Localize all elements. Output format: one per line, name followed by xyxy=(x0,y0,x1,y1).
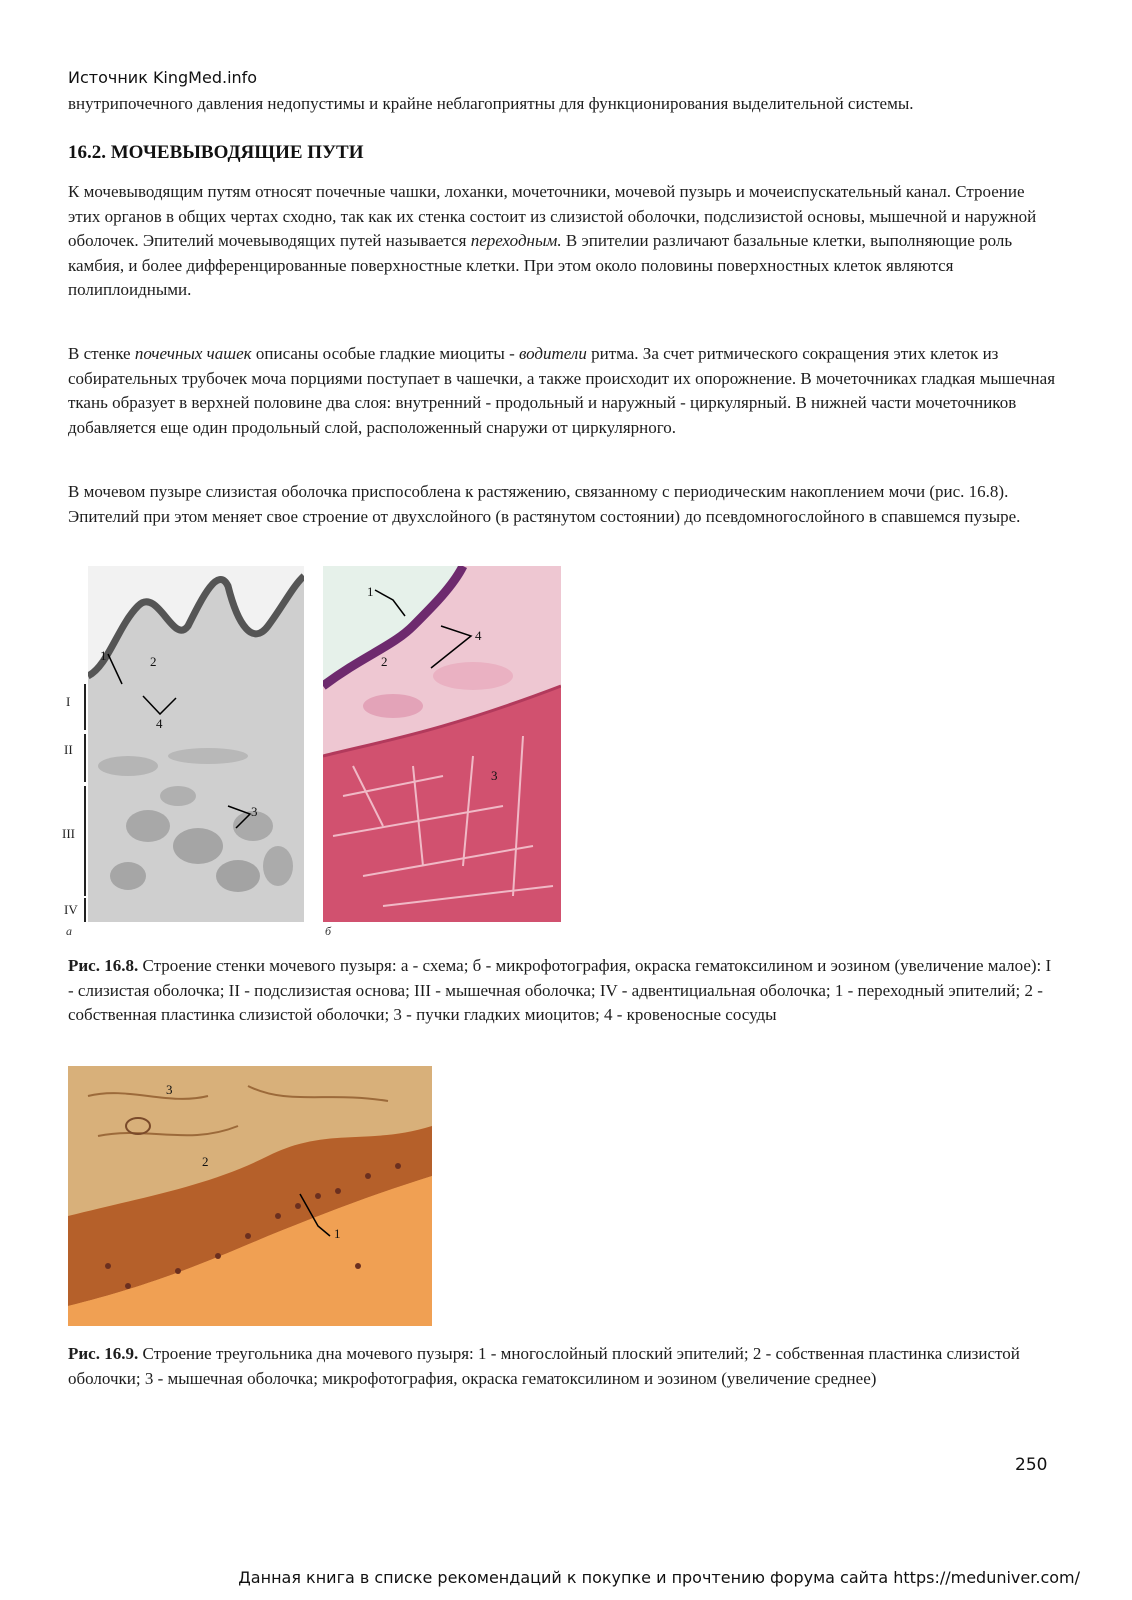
page-number: 250 xyxy=(1015,1455,1048,1475)
paragraph-2: В стенке почечных чашек описаны особые гладкие миоциты - водители ритма. За счет ритмического сокращения этих клеток из собирательных трубочек моча порциями поступает в чашечки, а также происходит их опорожнение. В мочеточниках гладкая мышечная ткань образует в верхней половине два слоя: внутренний - продольный и наружный - циркулярный. В нижней части мочеточников добавляется еще один продольный слой, расположенный снаружи от циркулярного. xyxy=(68,344,1056,437)
scheme-number-3: 3 xyxy=(251,804,258,819)
source-header: Источник KingMed.info xyxy=(68,68,258,87)
micro-number-1: 1 xyxy=(367,584,374,599)
sublabel-a: а xyxy=(66,924,72,938)
fig-16-9-number-2: 2 xyxy=(202,1154,209,1169)
caption-16-8-label: Рис. 16.8. xyxy=(68,956,139,975)
paragraph-1: К мочевыводящим путям относят почечные чашки, лоханки, мочеточники, мочевой пузырь и мочеиспускательный канал. Строение этих органов в общих чертах сходно, так как их стенка состоит из слизистой оболочки, подслизистой основы, мышечной и наружной оболочек. Эпителий мочевыводящих путей называется переходным. В эпителии различают базальные клетки, выполняющие роль камбия, и более дифференцированные поверхностные клетки. При этом около половины поверхностных клеток являются полиплоидными. xyxy=(68,182,1037,299)
fig-16-9-number-3: 3 xyxy=(166,1082,173,1097)
footer-note: Данная книга в списке рекомендаций к покупке и прочтению форума сайта https://meduniver.com/ xyxy=(238,1568,1080,1587)
caption-16-9: Рис. 16.9. Строение треугольника дна мочевого пузыря: 1 - многослойный плоский эпителий; 2 - собственная пластинка слизистой оболочки; 3 - мышечная оболочка; микрофотография, окраска гематоксилином и эозином (увеличение среднее) xyxy=(68,1344,1020,1388)
intro-text: внутрипочечного давления недопустимы и крайне неблагоприятны для функционирования выделительной системы. xyxy=(68,94,914,113)
caption-16-9-label: Рис. 16.9. xyxy=(68,1344,139,1363)
figure-16-8b-micrograph xyxy=(323,566,561,922)
term-pacemakers: водители xyxy=(519,344,587,363)
layer-label-IV: IV xyxy=(64,902,78,917)
scheme-number-1: 1 xyxy=(100,648,107,663)
fig-16-9-number-1: 1 xyxy=(334,1226,341,1241)
layer-label-I: I xyxy=(66,694,71,709)
micro-number-4: 4 xyxy=(475,628,482,643)
micro-number-3: 3 xyxy=(491,768,498,783)
paragraph-3: В мочевом пузыре слизистая оболочка приспособлена к растяжению, связанному с периодическим накоплением мочи (рис. 16.8). Эпителий при этом меняет свое строение от двухслойного (в растянутом состоянии) до псевдомногослойного в спавшемся пузыре. xyxy=(68,482,1021,526)
sublabel-b: б xyxy=(325,924,332,938)
scheme-number-2: 2 xyxy=(150,654,157,669)
layer-brackets xyxy=(84,684,90,922)
figure-16-8a-scheme xyxy=(88,566,304,922)
micro-number-2: 2 xyxy=(381,654,388,669)
section-title: 16.2. МОЧЕВЫВОДЯЩИЕ ПУТИ xyxy=(68,142,364,163)
layer-label-III: III xyxy=(62,826,75,841)
caption-16-8: Рис. 16.8. Строение стенки мочевого пузыря: а - схема; б - микрофотография, окраска гематоксилином и эозином (увеличение малое): I - слизистая оболочка; II - подслизистая основа; III - мышечная оболочка; IV - адвентициальная оболочка; 1 - переходный эпителий; 2 - собственная пластинка слизистой оболочки; 3 - пучки гладких миоцитов; 4 - кровеносные сосуды xyxy=(68,956,1052,1024)
term-calyces: почечных чашек xyxy=(134,344,252,363)
layer-label-II: II xyxy=(64,742,73,757)
figure-16-9-micrograph xyxy=(68,1066,432,1326)
scheme-number-4: 4 xyxy=(156,716,163,731)
term-transitional: переходным. xyxy=(470,231,562,250)
